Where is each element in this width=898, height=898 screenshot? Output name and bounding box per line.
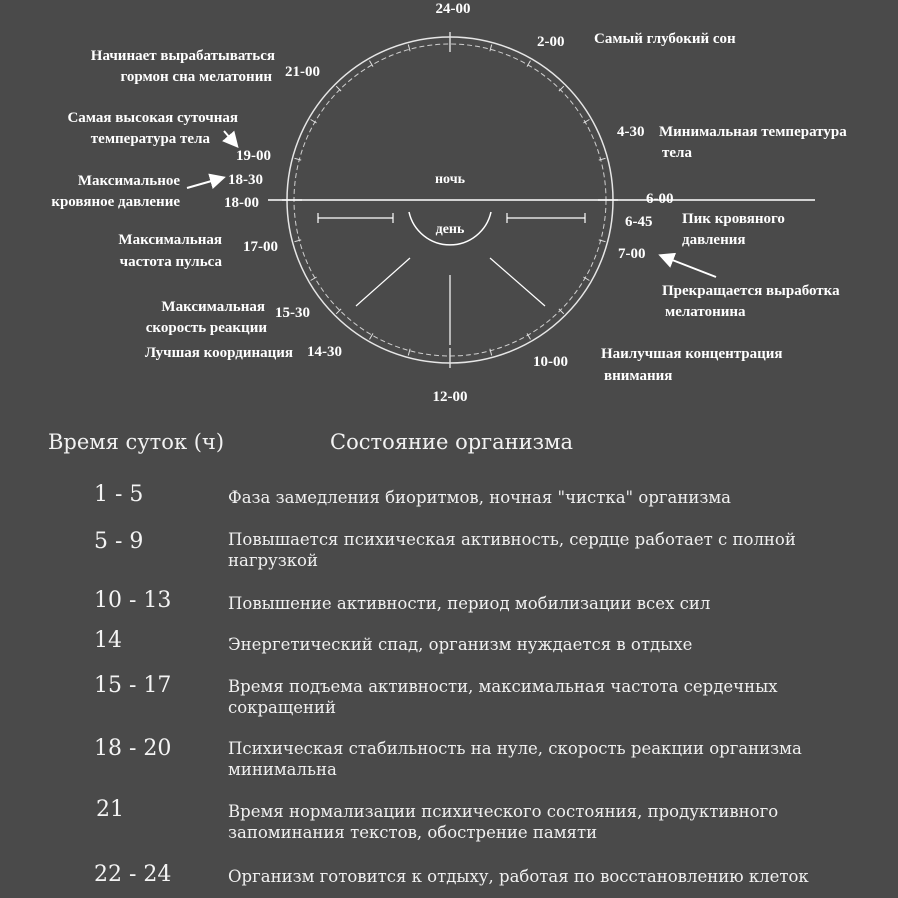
time-label-1200: 12-00 bbox=[432, 389, 468, 405]
row-time: 1 - 5 bbox=[94, 482, 144, 507]
event-min-temp-line1: Минимальная температура bbox=[659, 124, 847, 140]
event-pulse-line2: частота пульса bbox=[119, 254, 222, 270]
hour-tick bbox=[311, 277, 317, 281]
row-time: 15 - 17 bbox=[94, 673, 172, 698]
time-label-0600: 6-00 bbox=[646, 191, 674, 207]
event-melatonin-stop-line2: мелатонина bbox=[665, 304, 746, 320]
event-max-temp-line2: температура тела bbox=[90, 131, 210, 147]
sun-ray-lower-right bbox=[490, 258, 545, 306]
event-bp-peak-line2: давления bbox=[682, 232, 746, 248]
time-label-2100: 21-00 bbox=[285, 64, 320, 80]
event-pulse-line1: Максимальная bbox=[118, 232, 222, 248]
event-bp-peak-line1: Пик кровяного bbox=[682, 211, 785, 227]
time-label-0700: 7-00 bbox=[618, 246, 646, 262]
hour-tick bbox=[408, 349, 410, 356]
arrow-max-bp bbox=[187, 178, 222, 188]
row-time: 14 bbox=[94, 628, 122, 653]
event-deep-sleep: Самый глубокий сон bbox=[594, 31, 736, 47]
event-reaction-line1: Максимальная bbox=[161, 299, 265, 315]
header-body-state: Состояние организма bbox=[330, 430, 573, 454]
row-description: Фаза замедления биоритмов, ночная "чистка" организма bbox=[228, 488, 732, 507]
event-melatonin-stop-line1: Прекращается выработка bbox=[662, 283, 840, 299]
row-time: 5 - 9 bbox=[94, 529, 144, 554]
row-time: 21 bbox=[96, 797, 124, 822]
event-concentration-line1: Наилучшая концентрация bbox=[601, 346, 783, 362]
hour-tick bbox=[408, 45, 410, 52]
time-label-1430: 14-30 bbox=[307, 344, 342, 360]
row-description: Время подъема активности, максимальная частота сердечных сокращений bbox=[228, 677, 778, 717]
row-description: Энергетический спад, организм нуждается в отдыхе bbox=[228, 635, 693, 654]
night-label: ночь bbox=[434, 172, 466, 187]
event-coordination: Лучшая координация bbox=[144, 345, 293, 361]
time-label-2400: 24-00 bbox=[435, 1, 471, 17]
arrow-max-temp bbox=[224, 131, 236, 145]
row-time: 10 - 13 bbox=[94, 588, 172, 613]
row-description: Психическая стабильность на нуле, скорость реакции организма минимальна bbox=[228, 739, 802, 779]
sun-ray-lower-left bbox=[356, 258, 410, 306]
event-melatonin-start-line1: Начинает вырабатываться bbox=[90, 48, 275, 64]
event-melatonin-start-line2: гормон сна мелатонин bbox=[120, 69, 272, 85]
time-label-0200: 2-00 bbox=[537, 34, 565, 50]
hour-tick bbox=[295, 240, 302, 242]
time-label-0645: 6-45 bbox=[625, 214, 653, 230]
row-description: Время нормализации психического состояния, продуктивного запоминания текстов, обострение памяти bbox=[228, 802, 779, 842]
row-description: Организм готовится к отдыху, работая по восстановлению клеток bbox=[228, 867, 809, 886]
day-label: день bbox=[435, 222, 465, 237]
arrow-melatonin-stop bbox=[662, 256, 716, 277]
event-max-bp-line2: кровяное давление bbox=[51, 194, 180, 210]
row-time: 18 - 20 bbox=[94, 736, 172, 761]
time-label-1830: 18-30 bbox=[228, 172, 263, 188]
event-max-bp-line1: Максимальное bbox=[77, 173, 180, 189]
time-label-1530: 15-30 bbox=[275, 305, 310, 321]
circadian-clock-diagram bbox=[0, 0, 898, 415]
time-label-0430: 4-30 bbox=[617, 124, 645, 140]
time-label-1000: 10-00 bbox=[533, 354, 568, 370]
event-max-temp-line1: Самая высокая суточная bbox=[67, 110, 238, 126]
time-label-1800: 18-00 bbox=[224, 195, 259, 211]
time-label-1900: 19-00 bbox=[236, 148, 271, 164]
time-label-1700: 17-00 bbox=[243, 239, 278, 255]
hour-tick bbox=[599, 158, 606, 160]
event-reaction-line2: скорость реакции bbox=[145, 320, 267, 336]
row-time: 22 - 24 bbox=[94, 862, 172, 887]
hour-tick bbox=[490, 45, 492, 52]
hour-tick bbox=[295, 158, 302, 160]
event-min-temp-line2: тела bbox=[662, 145, 692, 161]
header-time-of-day: Время суток (ч) bbox=[48, 430, 225, 454]
hour-tick bbox=[490, 349, 492, 356]
hour-tick bbox=[599, 240, 606, 242]
row-description: Повышается психическая активность, сердце работает с полной нагрузкой bbox=[228, 530, 796, 570]
row-description: Повышение активности, период мобилизации всех сил bbox=[228, 594, 711, 613]
event-concentration-line2: внимания bbox=[604, 368, 673, 384]
